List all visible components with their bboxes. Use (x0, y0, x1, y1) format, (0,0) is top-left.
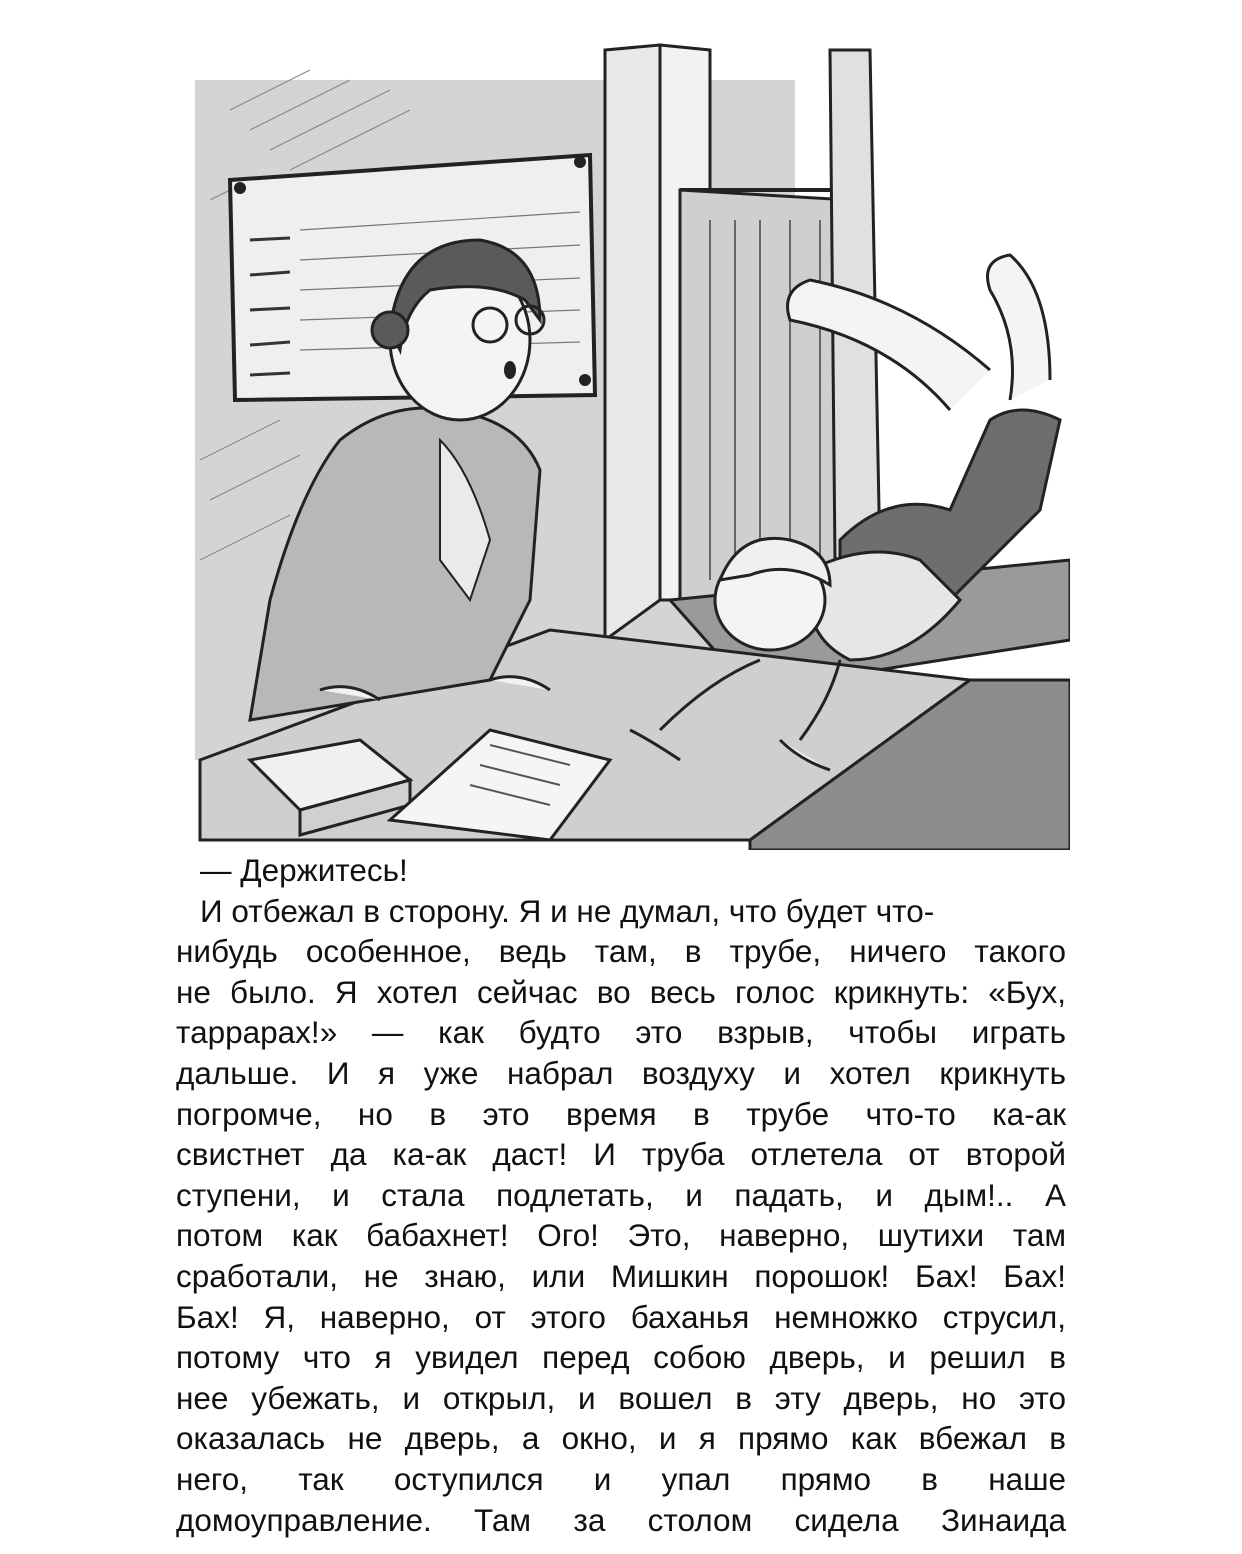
text-line: И отбежал в сторону. Я и не думал, что будет что- (200, 892, 935, 929)
text-line: оказалась не дверь, а окно, и я прямо как вбежал в (176, 1420, 1066, 1457)
text-line: потом как бабахнет! Ого! Это, наверно, шутихи там (176, 1217, 1066, 1254)
text-line: сработали, не знаю, или Мишкин порошок! Бах! Бах! (176, 1257, 1066, 1294)
text-line: Бах! Я, наверно, от этого баханья немножко струсил, (176, 1298, 1066, 1335)
text-line: таррарах!» — как будто это взрыв, чтобы играть (176, 1014, 1066, 1051)
text-line: дальше. И я уже набрал воздуху и хотел крикнуть (176, 1054, 1066, 1091)
text-line: ступени, и стала подлетать, и падать, и дым!.. А (176, 1176, 1066, 1213)
text-line: свистнет да ка-ак даст! И труба отлетела от второй (176, 1136, 1066, 1173)
text-line: нибудь особенное, ведь там, в трубе, ничего такого (176, 933, 1066, 970)
text-line: погромче, но в это время в трубе что-то ка-ак (176, 1095, 1066, 1132)
illustration (190, 40, 1070, 850)
text-line: потому что я увидел перед собою дверь, и решил в (176, 1339, 1066, 1376)
text-line: нее убежать, и открыл, и вошел в эту дверь, но это (176, 1379, 1066, 1416)
text-line: не было. Я хотел сейчас во весь голос крикнуть: «Бух, (176, 973, 1066, 1010)
text-line: него, так оступился и упал прямо в наше (176, 1460, 1066, 1497)
text-line: — Держитесь! (200, 852, 408, 888)
text-line: домоуправление. Там за столом сидела Зинаида (176, 1501, 1066, 1538)
illustration-icon (190, 40, 1070, 850)
story-text (176, 850, 1066, 1540)
